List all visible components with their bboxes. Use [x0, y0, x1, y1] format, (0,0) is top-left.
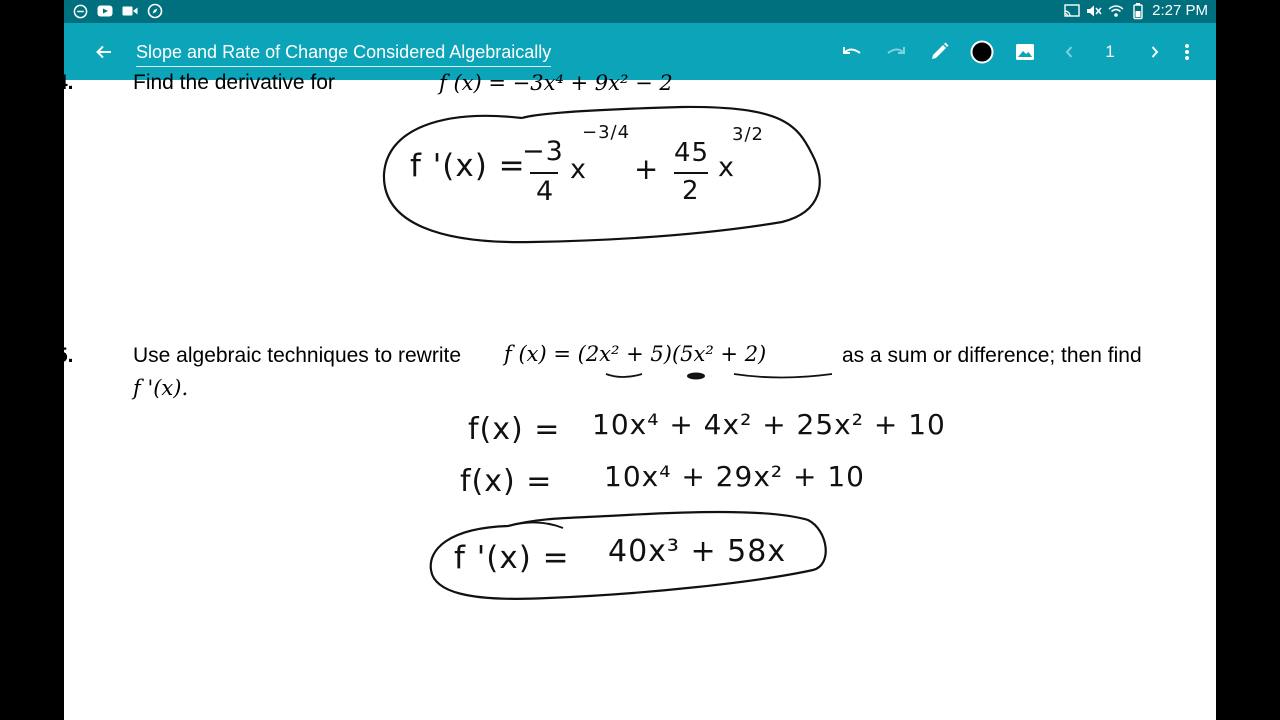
status-bar — [64, 0, 1216, 23]
image-icon[interactable] — [1010, 37, 1040, 67]
problem-4-answer — [382, 104, 822, 246]
work-line2-rhs: 10x⁴ + 29x² + 10 — [604, 460, 865, 493]
problem-5-text-after: as a sum or difference; then find — [842, 344, 1142, 367]
video-icon — [122, 3, 138, 19]
document-title: Slope and Rate of Change Considered Algebraically — [136, 42, 551, 67]
next-page-icon[interactable] — [1140, 37, 1170, 67]
problem-5-number: 5. — [56, 344, 74, 367]
problem-4-number: 4. — [56, 71, 74, 94]
answer-exp2: 3/2 — [732, 124, 764, 145]
mute-icon — [1086, 3, 1102, 19]
document-page — [56, 71, 1216, 720]
work-line3-rhs: 40x³ + 58x — [608, 534, 787, 569]
underline-marks — [600, 368, 900, 388]
pen-icon[interactable] — [924, 37, 954, 67]
problem-5-text: Use algebraic techniques to rewrite — [133, 344, 462, 367]
answer-plus: + — [634, 152, 660, 186]
compass-icon — [147, 3, 163, 19]
prev-page-icon[interactable] — [1054, 37, 1084, 67]
color-swatch-icon[interactable] — [967, 37, 997, 67]
answer-exp1: −3/4 — [582, 122, 631, 143]
wifi-icon — [1108, 3, 1124, 19]
work-line1-rhs: 10x⁴ + 4x² + 25x² + 10 — [592, 408, 946, 441]
cast-icon — [1064, 3, 1080, 19]
work-line1-lhs: f(x) = — [468, 412, 561, 447]
fraction-bar-2 — [674, 172, 708, 174]
answer-den1: 4 — [536, 176, 555, 207]
battery-icon — [1130, 3, 1146, 19]
redo-icon[interactable] — [881, 37, 911, 67]
problem-5-equation: f (x) = (2x² + 5)(5x² + 2) — [504, 342, 767, 366]
problem-4-text: Find the derivative for — [133, 71, 335, 94]
answer-lhs: f '(x) = — [410, 148, 526, 184]
youtube-icon — [97, 3, 113, 19]
problem-5-line2: f '(x). — [133, 376, 189, 400]
work-line3-lhs: f '(x) = — [454, 540, 570, 576]
minus-circle-icon — [72, 3, 88, 19]
fraction-bar-1 — [530, 172, 558, 174]
work-line2-lhs: f(x) = — [460, 464, 553, 499]
answer-den2: 2 — [682, 176, 700, 206]
problem-4-equation: f (x) = −3x⁴ + 9x² − 2 — [439, 71, 673, 95]
undo-icon[interactable] — [837, 37, 867, 67]
answer-var1: x — [570, 154, 587, 185]
page-number: 1 — [1105, 42, 1115, 61]
answer-var2: x — [718, 152, 735, 183]
more-icon[interactable] — [1172, 37, 1202, 67]
status-time: 2:27 PM — [1152, 2, 1208, 19]
answer-coef2: 45 — [674, 138, 710, 168]
back-arrow-icon[interactable] — [89, 37, 119, 67]
answer-coef1: −3 — [522, 136, 564, 167]
